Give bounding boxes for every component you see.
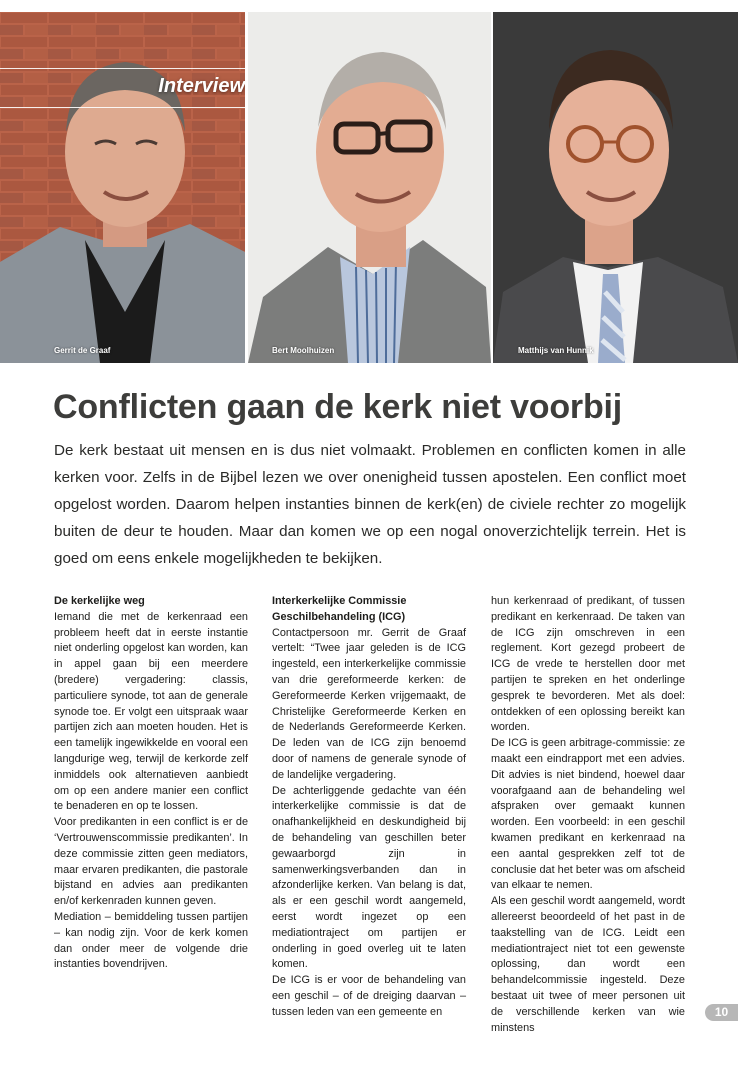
portrait-matthijs-van-hunnik (493, 12, 738, 363)
section-banner (0, 68, 245, 108)
paragraph: hun kerkenraad of predikant, of tussen predikant en kerkenraad. De taken van de ICG zijn omschreven in een reglement. Kort gezegd probeert de ICG de vrede te herstellen door met partijen te spreken en het onderlinge gesprek te bevorderen. Met als doel: ontdekken of een oplossing bereikt kan worden. (491, 595, 685, 734)
text-column-1 (54, 594, 248, 973)
photo-caption: Gerrit de Graaf (54, 346, 111, 355)
paragraph: De ICG is er voor de behandeling van een geschil – of de dreiging daarvan – tussen leden van een gemeente en (272, 974, 466, 1018)
section-heading: De kerkelijke weg (54, 595, 145, 607)
paragraph: Voor predikanten in een conflict is er de ‘Vertrouwenscommissie predikanten’. In deze commissie zitten geen mediators, maar ervaren predikanten, die pastorale bijstand en advies aan predikanten en/of kerkenraden kunnen geven. (54, 816, 248, 908)
page-number: 10 (705, 1004, 738, 1021)
text-column-2 (272, 594, 466, 1021)
portrait-illustration (248, 12, 491, 363)
article-title: Conflicten gaan de kerk niet voorbij (53, 388, 623, 426)
portrait-illustration (493, 12, 738, 363)
portrait-illustration (0, 12, 245, 363)
paragraph: De achterliggende gedachte van één interkerkelijke commissie is dat de onafhankelijkheid en deskundigheid bij de behandeling van geschillen beter gewaarborgd zijn in samenwerkingsverbanden dan in afzonderlijke kerken. Van belang is dat, als er een geschil wordt aangemeld, eerst wordt ingezet op een mediationtraject om partijen er onderling in goed overleg uit te laten komen. (272, 784, 466, 971)
section-label: Interview (158, 75, 245, 97)
paragraph: Mediation – bemiddeling tussen partijen – kan nodig zijn. Voor de kerk komen dan onder meer de volgende drie instanties bovendrijven. (54, 910, 248, 971)
paragraph: De ICG is geen arbitrage-commissie: ze maakt een eindrapport met een advies. Dit advies is niet bindend, hoewel daar voorafgaand aan de behandeling wel afspraken over gemaakt kunnen worden. Een voorbeeld: in een geschil kwamen predikant en kerkenraad na een aantal gesprekken zelf tot de conclusie dat het beter was om afscheid van elkaar te nemen. (491, 737, 685, 892)
photo-caption: Matthijs van Hunnik (518, 346, 594, 355)
text-column-3 (491, 594, 685, 1036)
portrait-bert-moolhuizen (248, 12, 491, 363)
paragraph: Iemand die met de kerkenraad een probleem heeft dat in eerste instantie niet onderling opgelost kan worden, kan in appel gaan bij een meerdere (bredere) vergadering: classis, particuliere synode, tot aan de generale synode toe. Er volgt een uitspraak waar partijen zich aan moeten houden. Het is een tamelijk ingewikkelde en vooral een langdurige weg, terwijl de kerkorde zelf inmiddels ook alternatieven aanbiedt om op een andere manier een conflict te benaderen en op te lossen. (54, 610, 248, 813)
portrait-gerrit-de-graaf (0, 12, 245, 363)
paragraph: Als een geschil wordt aangemeld, wordt allereerst beoordeeld of het past in de taakstelling van de ICG. Leidt een mediationtraject niet tot een gewenste oplossing, dan wordt een behandelcommissie ingesteld. Deze bestaat uit twee of meer personen uit de verschillende kerken van wie minstens (491, 895, 685, 1034)
paragraph: Contactpersoon mr. Gerrit de Graaf vertelt: “Twee jaar geleden is de ICG ingesteld, een interkerkelijke commissie van drie gereformeerde kerken: de Gereformeerde Kerken vrijgemaakt, de Christelijke Gereformeerde Kerken en de Nederlands Gereformeerde Kerken. De leden van de ICG zijn benoemd door of namens de generale synode of de landelijke vergadering. (272, 626, 466, 781)
article-intro: De kerk bestaat uit mensen en is dus niet volmaakt. Problemen en conflicten komen in alle kerken voor. Zelfs in de Bijbel lezen we over onenigheid tussen apostelen. Een conflict moet opgelost worden. Daarom helpen instanties binnen de kerk(en) de civiele rechter zo mogelijk buiten de deur te houden. Maar dan komen we op een nogal onoverzichtelijk terrein. Het is goed om eens enkele mogelijkheden te bekijken. (54, 442, 686, 567)
photo-caption: Bert Moolhuizen (272, 346, 335, 355)
section-heading: Interkerkelijke Commissie Geschilbehandeling (ICG) (272, 595, 407, 623)
photo-strip (0, 12, 738, 363)
